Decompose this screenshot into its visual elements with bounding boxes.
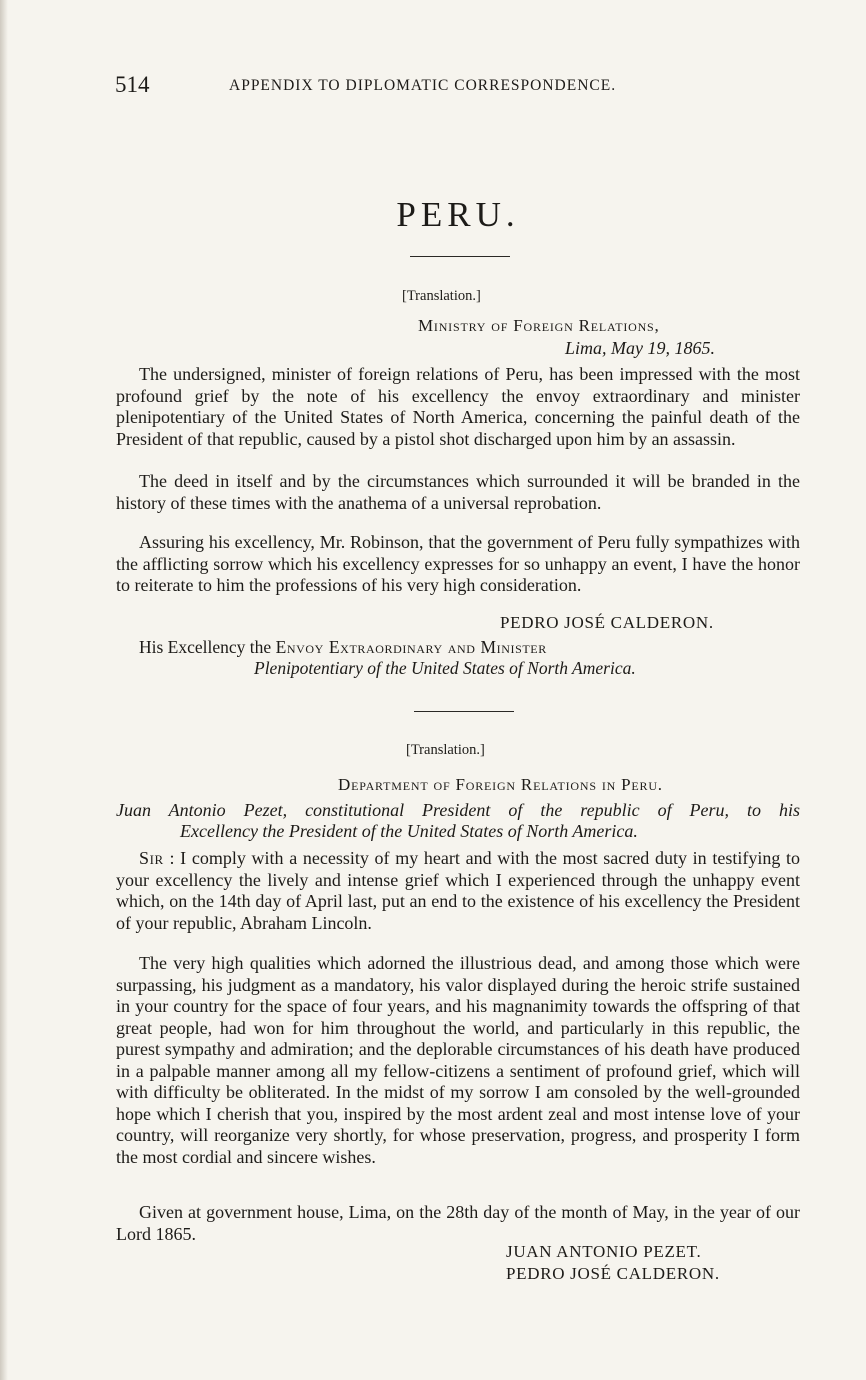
addressee-line-2: Plenipotentiary of the United States of North America. [254, 658, 636, 678]
addressee-prefix: His Excellency the [139, 637, 276, 657]
translation-note-2: [Translation.] [406, 742, 485, 758]
letter1-signature: PEDRO JOSÉ CALDERON. [500, 613, 714, 632]
salutation: Sir [139, 848, 164, 868]
ministry-heading: Ministry of Foreign Relations, [418, 316, 660, 335]
addressee-line-1 [139, 637, 547, 658]
letter2-paragraph-2: The very high qualities which adorned the illustrious dead, and among those which were surpassing, his judgment as a mandatory, his valor displayed during the heroic strife sustained in your country for the space of four years, and his magnanimity towards the offspring of that great people, had won for him throughout the world, and particularly in this republic, the purest sympathy and admiration; and the deplorable circumstances of his death have produced in a palpable manner among all my fellow-citizens a sentiment of profound grief, which will with difficulty be obliterated. In the midst of my sorrow I am consoled by the well-grounded hope which I cherish that you, inspired by the most ardent zeal and most intense love of your country, will reorganize very shortly, for whose preservation, progress, and prosperity I form the most cordial and sincere wishes. [116, 953, 800, 1167]
letter2-paragraph-1-text: : I comply with a necessity of my heart and with the most sacred duty in testifying to your excellency the lively and intense grief which I experienced through the unhappy event which, on the 14th day of April last, put an end to the existence of his excellency the President of your republic, Abraham Lincoln. [116, 848, 801, 933]
letter2-paragraph-3: Given at government house, Lima, on the 28th day of the month of May, in the year of our Lord 1865. [116, 1202, 800, 1244]
running-title: APPENDIX TO DIPLOMATIC CORRESPONDENCE. [229, 77, 617, 94]
letter1-paragraph-3: Assuring his excellency, Mr. Robinson, that the government of Peru fully sympathizes with the afflicting sorrow which his excellency expresses for so unhappy an event, I have the honor to reiterate to him the professions of his very high consideration. [116, 532, 800, 595]
letter2-signature-1: JUAN ANTONIO PEZET. [506, 1242, 702, 1261]
page-number: 514 [115, 72, 150, 97]
letter2-signature-2: PEDRO JOSÉ CALDERON. [506, 1264, 720, 1283]
letter1-paragraph-1: The undersigned, minister of foreign relations of Peru, has been impressed with the most profound grief by the note of his excellency the envoy extraordinary and minister plenipotentiary of the United States of North America, concerning the painful death of the President of that republic, caused by a pistol shot discharged upon him by an assassin. [116, 364, 800, 449]
title-rule [410, 256, 510, 257]
letter1-paragraph-2: The deed in itself and by the circumstances which surrounded it will be branded in the history of these times with the anathema of a universal reprobation. [116, 471, 800, 513]
section-title: PERU. [396, 195, 520, 234]
addressee-title: Envoy Extraordinary and Minister [275, 637, 547, 657]
letter2-paragraph-1 [116, 848, 800, 956]
place-date: Lima, May 19, 1865. [565, 338, 715, 358]
page-header [115, 72, 815, 102]
section-divider [414, 711, 514, 712]
intro-line-1: Juan Antonio Pezet, constitutional President of the republic of Peru, to his [116, 800, 800, 820]
department-heading: Department of Foreign Relations in Peru. [338, 775, 663, 794]
translation-note-1: [Translation.] [402, 288, 481, 304]
intro-line-2: Excellency the President of the United States of North America. [180, 821, 638, 841]
